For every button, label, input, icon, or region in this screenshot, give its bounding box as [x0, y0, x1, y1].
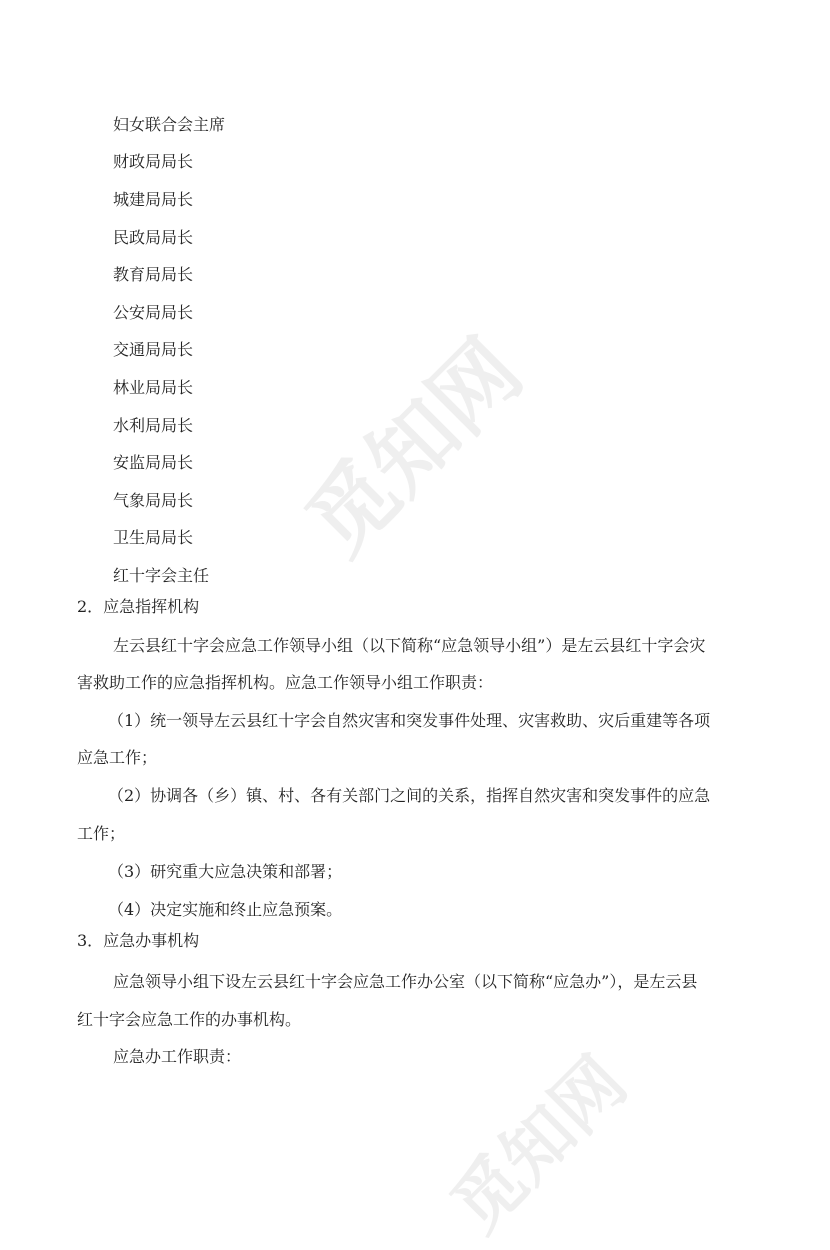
section-heading: 3．应急办事机构	[77, 931, 200, 950]
list-item-line: （1）统一领导左云县红十字会自然灾害和突发事件处理、灾害救助、灾后重建等各项	[108, 711, 711, 730]
member-item: 公安局局长	[113, 303, 194, 322]
list-item: （3）研究重大应急决策和部署；	[108, 862, 343, 881]
list-item-line: 应急工作；	[77, 748, 158, 767]
member-item: 红十字会主任	[113, 566, 210, 585]
member-item: 财政局局长	[113, 152, 194, 171]
member-item: 卫生局局长	[113, 528, 194, 547]
member-item: 妇女联合会主席	[113, 115, 226, 134]
member-item: 安监局局长	[113, 453, 194, 472]
member-item: 交通局局长	[113, 340, 194, 359]
paragraph-line: 红十字会应急工作的办事机构。	[77, 1010, 302, 1029]
watermark: 觅知网	[288, 321, 542, 575]
watermark: 觅知网	[435, 1041, 643, 1248]
section-heading: 2．应急指挥机构	[77, 597, 200, 616]
paragraph-line: 左云县红十字会应急工作领导小组（以下简称“应急领导小组”）是左云县红十字会灾	[113, 636, 706, 655]
list-item-line: （2）协调各（乡）镇、村、各有关部门之间的关系，指挥自然灾害和突发事件的应急	[108, 786, 711, 805]
member-item: 气象局局长	[113, 491, 194, 510]
paragraph-line: 应急领导小组下设左云县红十字会应急工作办公室（以下简称“应急办”），是左云县	[113, 972, 698, 991]
member-item: 教育局局长	[113, 265, 194, 284]
member-item: 水利局局长	[113, 416, 194, 435]
paragraph-line: 害救助工作的应急指挥机构。应急工作领导小组工作职责：	[77, 673, 494, 692]
list-item-line: 工作；	[77, 824, 126, 843]
paragraph-line: 应急办工作职责：	[113, 1047, 242, 1066]
member-item: 城建局局长	[113, 190, 194, 209]
member-item: 林业局局长	[113, 378, 194, 397]
member-item: 民政局局长	[113, 228, 194, 247]
list-item: （4）决定实施和终止应急预案。	[108, 900, 343, 919]
